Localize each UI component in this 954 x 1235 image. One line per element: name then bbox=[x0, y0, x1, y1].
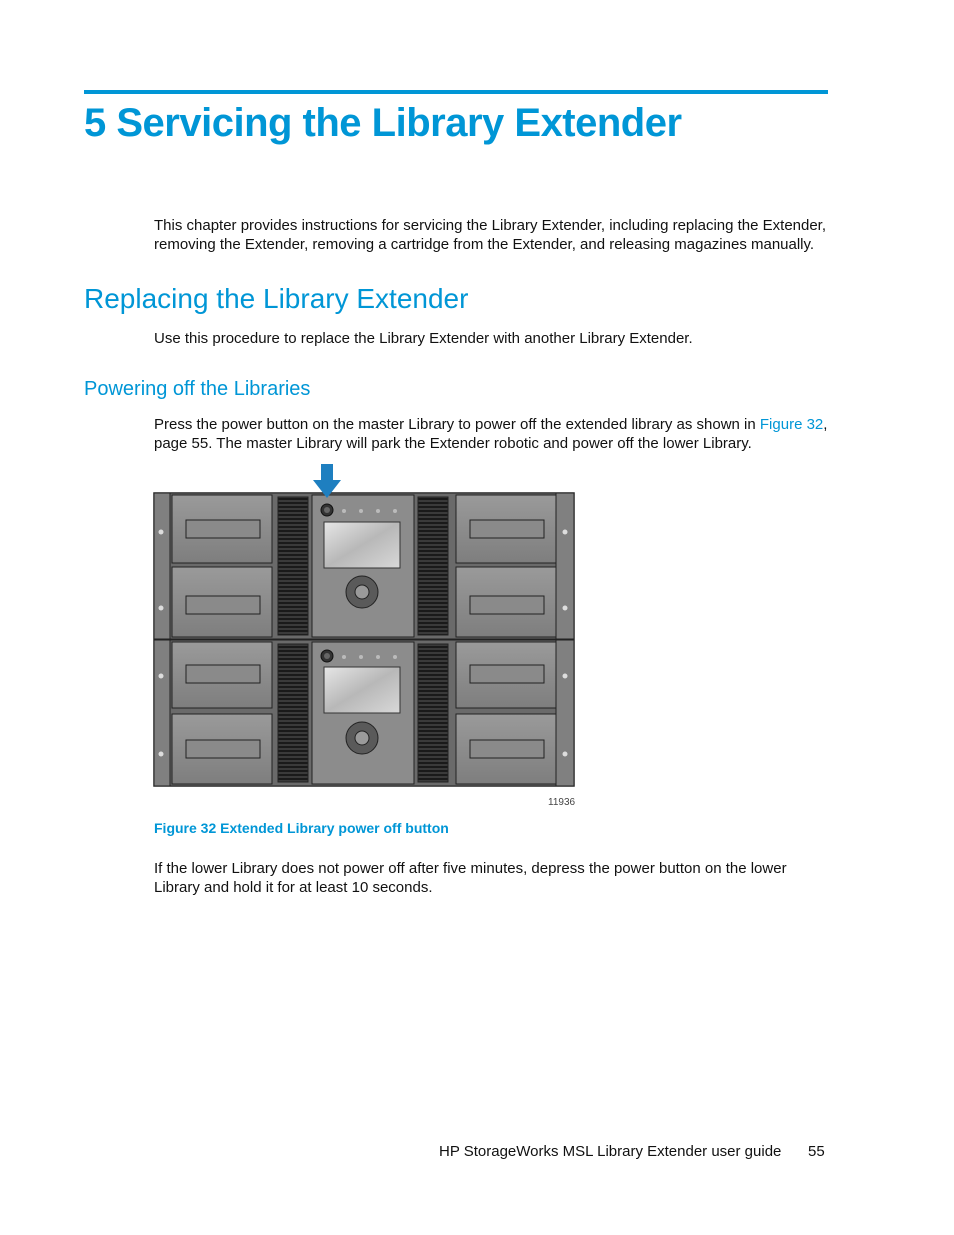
page-number: 55 bbox=[808, 1143, 825, 1160]
paragraph-text-before: Press the power button on the master Library to power off the extended library as shown in bbox=[154, 416, 760, 433]
subsection-paragraph bbox=[154, 415, 830, 453]
figure-id-label: 11936 bbox=[548, 797, 576, 808]
chapter-rule bbox=[84, 90, 828, 94]
library-illustration bbox=[152, 462, 582, 810]
after-figure-paragraph: If the lower Library does not power off after five minutes, depress the power button on the lower Library and hold it for at least 10 seconds. bbox=[154, 860, 787, 896]
figure-link[interactable]: Figure 32 bbox=[759, 416, 824, 433]
section-heading: Replacing the Library Extender bbox=[84, 283, 469, 314]
lower-library-unit bbox=[154, 640, 574, 786]
chapter-title: 5 Servicing the Library Extender bbox=[84, 101, 682, 145]
subsection-heading: Powering off the Libraries bbox=[84, 378, 311, 400]
intro-paragraph: This chapter provides instructions for servicing the Library Extender, including replacing the Extender, removing the Extender, removing a cartridge from the Extender, and releasing magazines manually. bbox=[154, 217, 827, 253]
section-paragraph: Use this procedure to replace the Library Extender with another Library Extender. bbox=[154, 330, 693, 347]
footer-title: HP StorageWorks MSL Library Extender user guide bbox=[439, 1143, 782, 1160]
figure-caption: Figure 32 Extended Library power off button bbox=[154, 820, 449, 836]
upper-library-unit bbox=[154, 493, 574, 639]
paragraph-text-after: , page 55. The master Library will park the Extender robotic and power off the lower Library. bbox=[154, 416, 828, 452]
